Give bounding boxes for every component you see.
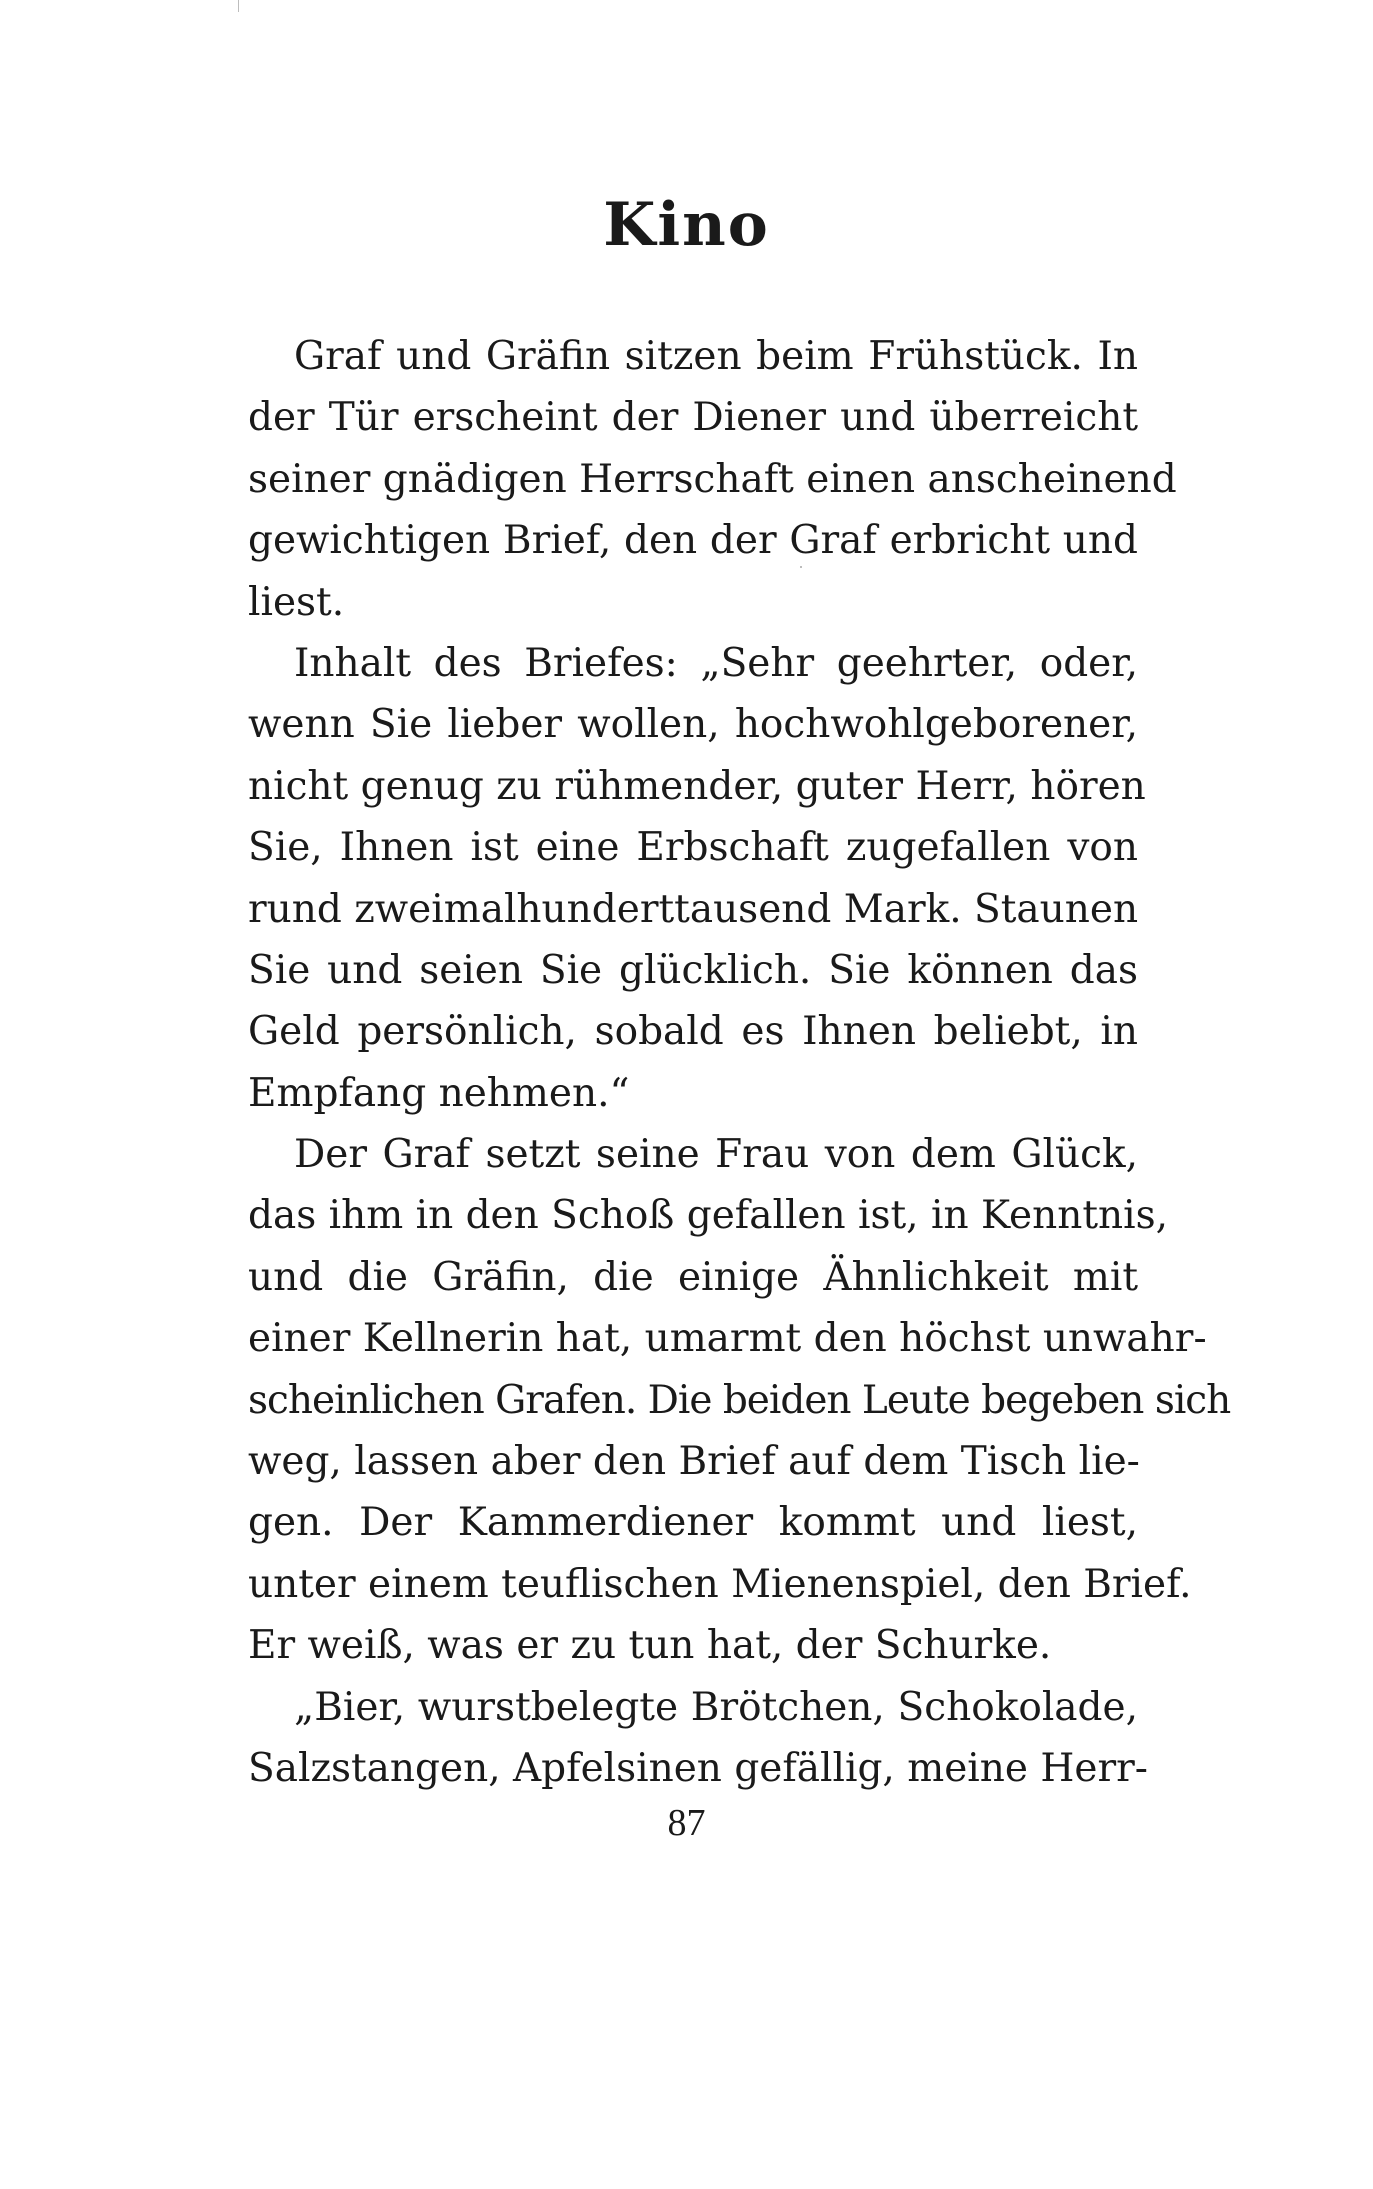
text-line: Salzstangen, Apfelsinen gefällig, meine Herr- xyxy=(248,1745,1148,1791)
text-line: scheinlichen Grafen. Die beiden Leute begeben sich xyxy=(248,1377,1231,1423)
text-line: liest. xyxy=(248,579,345,625)
chapter-title: Kino xyxy=(603,190,770,260)
text-line: Empfang nehmen.“ xyxy=(248,1070,630,1116)
text-line: und die Gräfin, die einige Ähnlichkeit mit xyxy=(248,1254,1138,1300)
text-line: Inhalt des Briefes: „Sehr geehrter, oder, xyxy=(294,640,1138,686)
text-line: Er weiß, was er zu tun hat, der Schurke. xyxy=(248,1623,1052,1669)
text-line: das ihm in den Schoß gefallen ist, in Kenntnis, xyxy=(248,1193,1169,1239)
text-line: Der Graf setzt seine Frau von dem Glück, xyxy=(294,1132,1138,1178)
text-line: Graf und Gräfin sitzen beim Frühstück. In xyxy=(294,334,1138,379)
text-line: Geld persönlich, sobald es Ihnen beliebt, in xyxy=(248,1009,1138,1055)
text-line: gewichtigen Brief, den der Graf erbricht und xyxy=(248,518,1138,564)
text-line: rund zweimalhunderttausend Mark. Staunen xyxy=(248,886,1139,932)
text-line: Sie, Ihnen ist eine Erbschaft zugefallen von xyxy=(248,825,1138,871)
text-line: „Bier, wurstbelegte Brötchen, Schokolade, xyxy=(294,1684,1138,1730)
text-line: unter einem teuflischen Mienenspiel, den Brief. xyxy=(248,1561,1192,1607)
text-line: einer Kellnerin hat, umarmt den höchst unwahr- xyxy=(248,1316,1207,1362)
text-line: seiner gnädigen Herrschaft einen anscheinend xyxy=(248,456,1177,502)
text-line: Sie und seien Sie glücklich. Sie können das xyxy=(248,947,1138,993)
text-line: der Tür erscheint der Diener und überreicht xyxy=(248,395,1138,441)
scan-artifact-top xyxy=(238,0,239,12)
text-line: gen. Der Kammerdiener kommt und liest, xyxy=(248,1500,1138,1546)
page-number: 87 xyxy=(667,1802,706,1844)
text-line: wenn Sie lieber wollen, hochwohlgeborener, xyxy=(248,702,1138,748)
body-text xyxy=(248,326,1231,1799)
text-line: nicht genug zu rühmender, guter Herr, hören xyxy=(248,763,1146,809)
text-line: weg, lassen aber den Brief auf dem Tisch lie- xyxy=(248,1439,1140,1485)
